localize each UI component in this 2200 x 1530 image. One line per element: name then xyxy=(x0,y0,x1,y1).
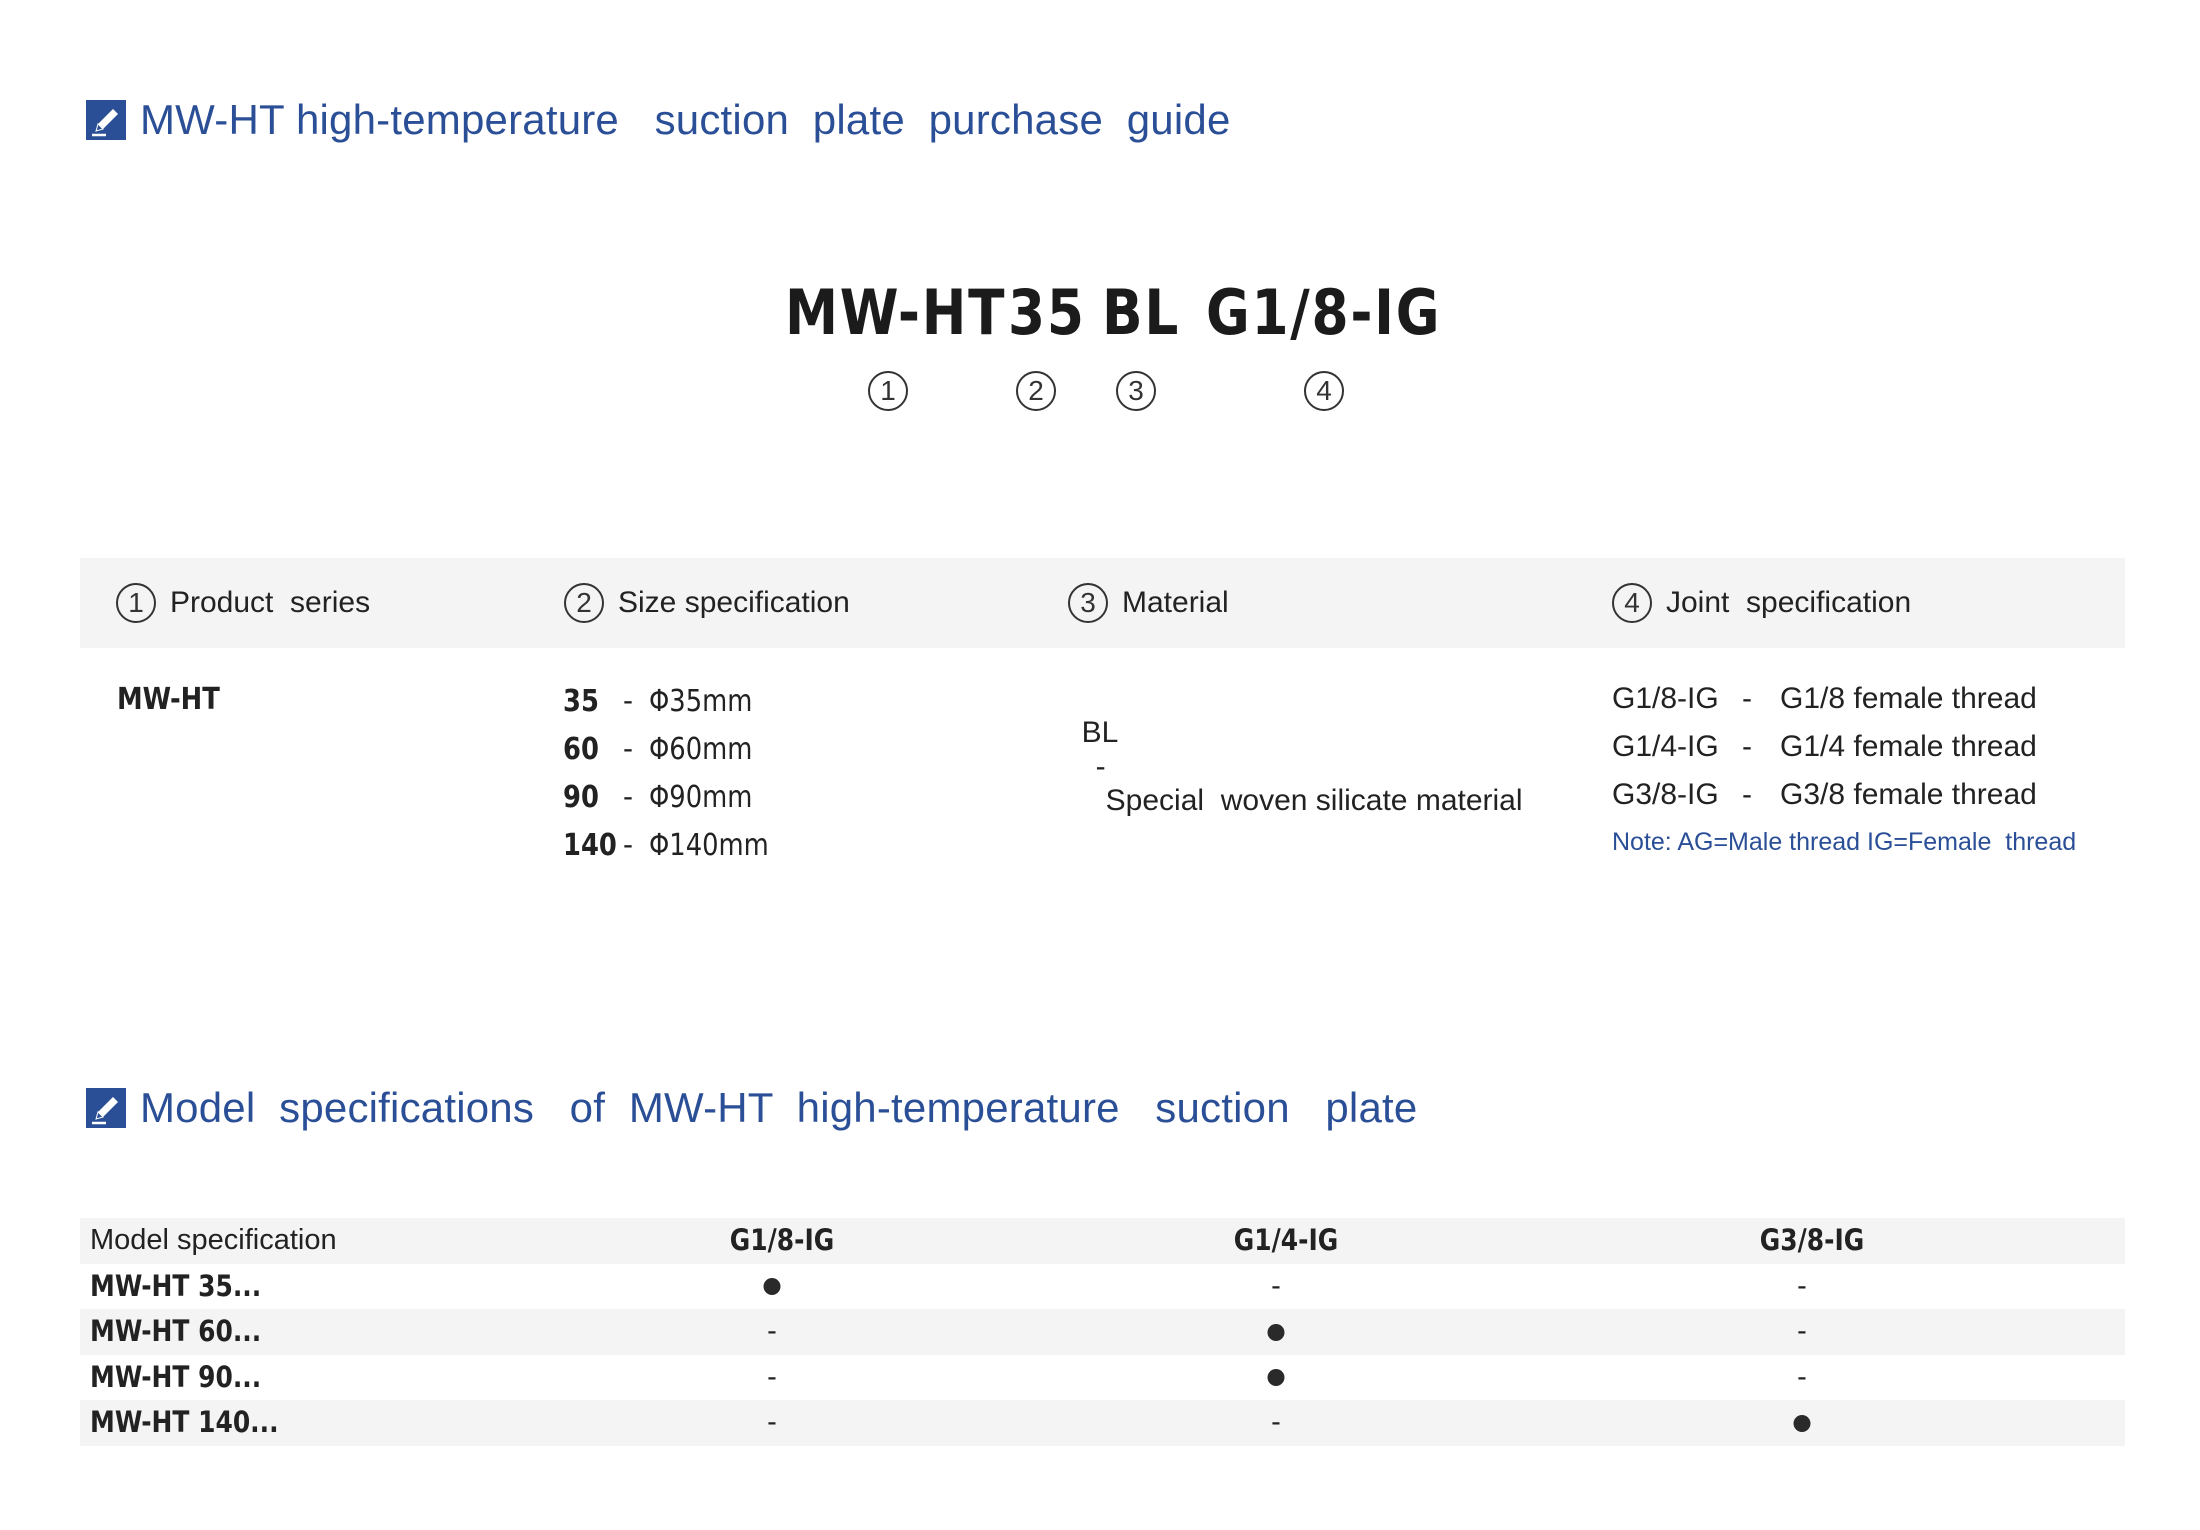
size-dash: - xyxy=(623,732,633,765)
model-spec-table xyxy=(80,1218,2125,1446)
marker-4: 4 xyxy=(1304,371,1344,411)
cell-g38: - xyxy=(1797,1315,1807,1347)
material-code: BL xyxy=(1081,716,1119,749)
header-product-series xyxy=(116,583,370,623)
filled-dot-icon xyxy=(1268,1369,1285,1386)
row-model xyxy=(90,1264,289,1310)
section-title-model-specs xyxy=(86,1084,1417,1132)
table-row xyxy=(80,1264,2125,1310)
cell-g18: - xyxy=(767,1406,777,1438)
spec-header xyxy=(80,558,2125,648)
cell-g14: - xyxy=(1271,1406,1281,1438)
joint-row xyxy=(1612,682,2132,722)
material-dash: - xyxy=(1095,750,1106,783)
model-text: MW-HT 90... xyxy=(90,1359,262,1394)
filled-dot-icon xyxy=(1268,1324,1285,1341)
size-value: Φ140mm xyxy=(649,828,769,863)
model-text: MW-HT 60... xyxy=(90,1314,262,1348)
header-label: Product series xyxy=(170,586,371,619)
size-code: 140 xyxy=(563,828,617,863)
table-header-model: Model specification xyxy=(90,1224,337,1256)
code-part-material: BL xyxy=(1102,276,1181,349)
table-header-row xyxy=(80,1218,2125,1264)
marker-3: 3 xyxy=(1116,371,1156,411)
product-series-text: MW-HT xyxy=(117,682,220,717)
header-material xyxy=(1068,583,1229,623)
model-text: MW-HT 140... xyxy=(90,1405,279,1439)
table-header-g14 xyxy=(1225,1218,1346,1264)
cell-g14 xyxy=(1268,1355,1285,1401)
code-part-joint: G1/8-IG xyxy=(1206,276,1442,349)
size-dash: - xyxy=(623,828,633,861)
material-desc: Special woven silicate material xyxy=(1105,784,1523,817)
joint-code: G1/8-IG xyxy=(1612,682,1719,715)
joint-dash: - xyxy=(1742,778,1752,811)
cell-g14 xyxy=(1268,1309,1285,1355)
size-dash: - xyxy=(623,684,633,717)
code-part-size: 35 xyxy=(1008,276,1086,349)
header-size-spec xyxy=(564,583,850,623)
marker-2: 2 xyxy=(1016,371,1056,411)
cell-g18 xyxy=(764,1264,781,1310)
marker-1: 1 xyxy=(116,583,156,623)
section-title-text: Model specifications of MW-HT high-temperature suction plate xyxy=(140,1084,1418,1131)
header-joint-spec xyxy=(1612,583,1911,623)
cell-g38 xyxy=(1794,1400,1811,1446)
joint-row xyxy=(1612,778,2132,818)
model-text: MW-HT 35... xyxy=(90,1268,262,1303)
section-title-text: MW-HT high-temperature suction plate purchase guide xyxy=(140,96,1231,143)
size-value: Φ60mm xyxy=(649,732,753,767)
joint-desc: G1/8 female thread xyxy=(1780,682,2037,715)
table-header-g38 xyxy=(1751,1218,1872,1264)
joint-row xyxy=(1612,730,2132,770)
joint-dash: - xyxy=(1742,682,1752,715)
size-dash: - xyxy=(623,780,633,813)
cell-g18: - xyxy=(767,1360,777,1393)
marker-3: 3 xyxy=(1068,583,1108,623)
joint-desc: G1/4 female thread xyxy=(1780,730,2037,763)
material-row xyxy=(1065,682,1523,818)
filled-dot-icon xyxy=(1794,1415,1811,1432)
header-text: G3/8-IG xyxy=(1759,1223,1865,1257)
table-row xyxy=(80,1400,2125,1446)
size-code: 35 xyxy=(563,684,599,719)
table-header-g18 xyxy=(721,1218,842,1264)
size-value: Φ35mm xyxy=(649,684,753,719)
joint-dash: - xyxy=(1742,730,1752,763)
pencil-icon xyxy=(86,100,126,140)
pencil-icon xyxy=(86,1088,126,1128)
header-text: G1/4-IG xyxy=(1233,1223,1339,1257)
marker-4: 4 xyxy=(1612,583,1652,623)
row-model xyxy=(90,1309,289,1355)
row-model xyxy=(90,1355,289,1401)
thread-note: Note: AG=Male thread IG=Female thread xyxy=(1612,828,2077,856)
cell-g18: - xyxy=(767,1315,777,1347)
product-series-value xyxy=(117,682,237,717)
cell-g14: - xyxy=(1271,1269,1281,1302)
size-value: Φ90mm xyxy=(649,780,753,815)
marker-2: 2 xyxy=(564,583,604,623)
joint-code: G3/8-IG xyxy=(1612,778,1719,811)
cell-g38: - xyxy=(1797,1360,1807,1393)
code-part-series: MW-HT xyxy=(785,276,1007,349)
marker-1: 1 xyxy=(868,371,908,411)
table-row xyxy=(80,1355,2125,1401)
cell-g38: - xyxy=(1797,1269,1807,1302)
model-code xyxy=(0,276,2200,356)
table-row xyxy=(80,1309,2125,1355)
joint-desc: G3/8 female thread xyxy=(1780,778,2037,811)
header-text: G1/8-IG xyxy=(729,1223,835,1257)
header-label: Material xyxy=(1122,586,1229,619)
size-code: 90 xyxy=(563,780,599,815)
row-model xyxy=(90,1400,309,1446)
header-label: Joint specification xyxy=(1666,586,1912,619)
section-title-purchase-guide xyxy=(86,96,1231,144)
filled-dot-icon xyxy=(764,1278,781,1295)
size-code: 60 xyxy=(563,732,599,767)
header-label: Size specification xyxy=(618,586,850,619)
joint-code: G1/4-IG xyxy=(1612,730,1719,763)
